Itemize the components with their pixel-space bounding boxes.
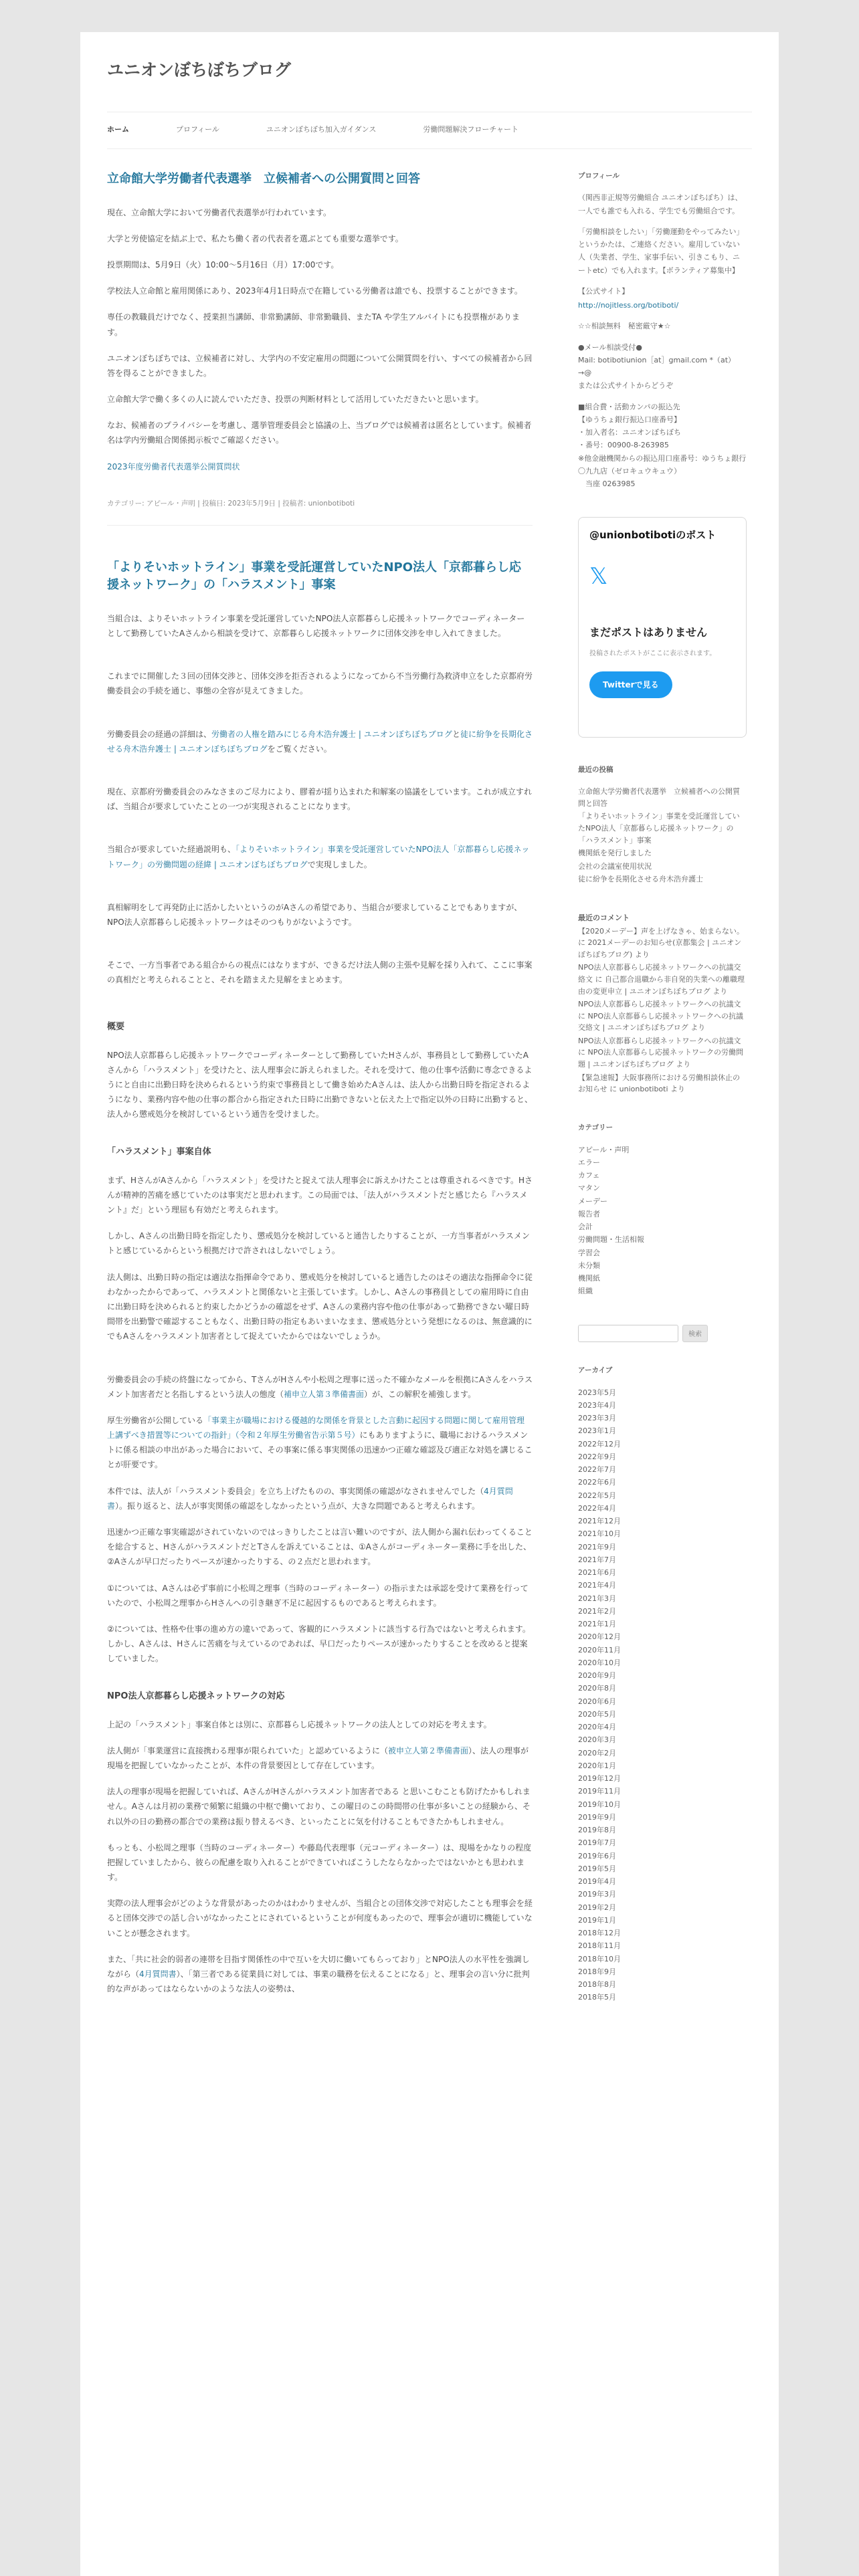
main-content bbox=[107, 171, 533, 2031]
paragraph: 真相解明をして再発防止に活かしたいというのがAさんの希望であり、当組合が要求していることでもありますが、NPO法人京都暮らし応援ネットワークはそのつもりがないようです。 bbox=[107, 902, 522, 927]
post-title[interactable]: 「よりそいホットライン」事業を受託運営していたNPO法人「京都暮らし応援ネットワーク」の「ハラスメント」事案 bbox=[107, 560, 522, 592]
comment-item: NPO法人京都暮らし応援ネットワークへの抗議文 に NPO法人京都暮らし応援ネットワークへの抗議交絡文 | ユニオンぼちぼちブログ より bbox=[578, 1000, 744, 1033]
paragraph: なお、候補者のプライバシーを考慮し、選挙管理委員会と協議の上、当ブログでは候補者は匿名としています。候補者名は学内労働組合関係掲示板でご確認ください。 bbox=[107, 421, 532, 445]
archive-link[interactable]: 2020年9月 bbox=[578, 1671, 616, 1681]
comment-item: 【2020メーデー】声を上げなきゃ、始まらない。 に 2021メーデーのお知らせ(京都集会 | ユニオンぼちぼちブログ) より bbox=[578, 926, 744, 959]
archive-link[interactable]: 2018年9月 bbox=[578, 1967, 616, 1976]
archive-link[interactable]: 2019年4月 bbox=[578, 1877, 616, 1887]
archive-link[interactable]: 2019年12月 bbox=[578, 1774, 621, 1784]
archive-link[interactable]: 2018年11月 bbox=[578, 1941, 621, 1951]
section-heading: NPO法人京都暮らし応援ネットワークの対応 bbox=[107, 1691, 285, 1701]
archive-link[interactable]: 2019年11月 bbox=[578, 1787, 621, 1796]
archive-link[interactable]: 2019年2月 bbox=[578, 1903, 616, 1912]
paragraph: ①については、Aさんは必ず事前に小松周之理事（当時のコーディネーター）の指示または承認を受けて業務を行っていたので、小松周之理事からHさんへの引き継ぎ不足に起因するものであると考えられます。 bbox=[107, 1583, 529, 1608]
recent-posts-widget bbox=[578, 764, 747, 885]
sidebar bbox=[578, 171, 747, 2031]
category-link[interactable]: 報告者 bbox=[578, 1209, 600, 1218]
search-input[interactable] bbox=[578, 1325, 678, 1342]
widget-title: カテゴリー bbox=[578, 1123, 613, 1132]
archive-link[interactable]: 2020年2月 bbox=[578, 1748, 616, 1757]
comment-post-link[interactable]: NPO法人京都暮らし応援ネットワークへの抗議文 bbox=[578, 1000, 741, 1009]
profile-text: 「労働相談をしたい」「労働運動をやってみたい」というかたは、ご連絡ください。雇用していない人（失業者、学生、家事手伝い、引きこもり、ニートetc）でも入れます。【ボランティア募集中】 bbox=[578, 227, 744, 275]
archive-link[interactable]: 2021年7月 bbox=[578, 1555, 616, 1564]
paragraph: 専任の教職員だけでなく、授業担当講師、非常勤講師、非常勤職員、またTA や学生アルバイトにも投票権があります。 bbox=[107, 312, 520, 337]
post-meta bbox=[107, 498, 533, 526]
profile-text: ☆☆相談無料 秘密厳守★☆ bbox=[578, 322, 671, 331]
archive-link[interactable]: 2021年10月 bbox=[578, 1529, 621, 1539]
paragraph: 法人側が「事業運営に直接携わる理事が限られていた」と認めているように（被申立人第２準備書面）、法人の理事が現場を把握していなかったことが、本件の背景要因として存在しています。 bbox=[107, 1745, 529, 1770]
paragraph: 現在、京都府労働委員会のみなさまのご尽力により、膠着が揺り込まれた和解案の協議をしています。これが成立すれば、当組合が要求していたことの一つが実現されることになります。 bbox=[107, 787, 533, 812]
category-link[interactable]: 学習会 bbox=[578, 1248, 600, 1257]
archive-link[interactable]: 2019年1月 bbox=[578, 1915, 616, 1925]
profile-text: （関西非正規等労働組合 ユニオンぼちぼち）は、一人でも誰でも入れる、学生でも労働組合です。 bbox=[578, 193, 743, 215]
archive-link[interactable]: 2019年10月 bbox=[578, 1800, 621, 1809]
profile-widget bbox=[578, 171, 747, 491]
category-link[interactable]: アピール・声明 bbox=[578, 1145, 630, 1154]
comment-post-link[interactable]: NPO法人京都暮らし応援ネットワークへの抗議文 bbox=[578, 1036, 741, 1045]
paragraph: NPO法人京都暮らし応援ネットワークでコーディネーターとして勤務していたHさんが、事務員として勤務していたAさんから「ハラスメント」を受けたと、法人理事会に訴えられました。それを受けて、他の仕事や活動に専念できるようにと自由に出勤日時を決められるという約束で事務員として働き始めたAさんは、法人から出勤日時を指定されるようになり、業務内容や他の仕事の都合から指定された日時に出勤できないと伝えた上で指定以外の日時に出勤すると、法人から懲戒処分を検討しているという通告を受けました。 bbox=[107, 1050, 533, 1119]
page bbox=[80, 32, 779, 2576]
paragraph: そこで、一方当事者である組合からの視点にはなりますが、できるだけ法人側の主張や見解を採り入れて、ここに事案の真相だと考えられることと、それを踏まえた見解をまとめます。 bbox=[107, 960, 533, 985]
category-link[interactable]: 労働問題・生活相報 bbox=[578, 1235, 644, 1245]
archive-link[interactable]: 2019年5月 bbox=[578, 1864, 616, 1873]
nav-flowchart[interactable]: 労働問題解決フローチャート bbox=[423, 125, 519, 134]
view-on-twitter-button[interactable]: Twitterで見る bbox=[589, 671, 672, 698]
archive-link[interactable]: 2023年5月 bbox=[578, 1388, 616, 1397]
comment-post-link[interactable]: 【緊急速報】大阪事務所における労働相談休止のお知らせ bbox=[578, 1073, 740, 1094]
paragraph: 当組合が要求していた経過説明も、「よりそいホットライン」事業を受託運営していたNPO法人「京都暮らし応援ネットワーク」の労働問題の経緯 | ユニオンぼちぼちブログで実現しました。 bbox=[107, 845, 530, 869]
profile-text: 【公式サイト】 bbox=[578, 286, 630, 296]
site-title[interactable]: ユニオンぼちぼちブログ bbox=[107, 60, 292, 80]
paragraph: 現在、立命館大学において労働者代表選挙が行われています。 bbox=[107, 207, 332, 217]
archive-link[interactable]: 2022年7月 bbox=[578, 1465, 616, 1475]
twitter-embed bbox=[578, 517, 747, 738]
recent-post-link[interactable]: 立命館大学労働者代表選挙 立候補者への公開質問と回答 bbox=[578, 787, 740, 808]
widget-title: プロフィール bbox=[578, 171, 619, 180]
history-link[interactable]: 「よりそいホットライン」事業を受託運営していたNPO法人「京都暮らし応援ネットワーク」の労働問題の経緯 | ユニオンぼちぼちブログ bbox=[107, 845, 530, 869]
site-header bbox=[107, 32, 752, 149]
paragraph: 実際の法人理事会がどのような背景があったのかはわかりませんが、当組合との団体交渉で対応したことも理事会を経ると団体交渉での話し合いがなかったことにされているということが何度もあったので、理事会が適切に機能していないことが懸念されます。 bbox=[107, 1899, 533, 1938]
archive-link[interactable]: 2020年8月 bbox=[578, 1684, 616, 1693]
archive-link[interactable]: 2020年6月 bbox=[578, 1697, 616, 1706]
nav-guidance[interactable]: ユニオンぼちぼち加入ガイダンス bbox=[266, 125, 377, 134]
paragraph: 当組合は、よりそいホットライン事業を受託運営していたNPO法人京都暮らし応援ネットワークでコーディネーターとして勤務していたAさんから相談を受けて、京都暮らし応援ネットワークに団体交渉を申し入れてきました。 bbox=[107, 613, 525, 639]
comment-post-link[interactable]: 【2020メーデー】声を上げなきゃ、始まらない。 bbox=[578, 926, 744, 936]
archive-link[interactable]: 2020年4月 bbox=[578, 1723, 616, 1732]
nav-profile[interactable]: プロフィール bbox=[176, 125, 219, 134]
paragraph: 法人の理事が現場を把握していれば、AさんがHさんがハラスメント加害者である と思いこむことも防げたかもしれません。Aさんは月初の業務で頻繁に組織の中枢で働いており、この曜日のこの時間帯の仕事が多いことの経験から、それ以外の日の勤務の都合での業務は振り替えるべき、といったことに気を付けることもできたかもしれません。 bbox=[107, 1787, 531, 1826]
comment-item: NPO法人京都暮らし応援ネットワークへの抗議文 に NPO法人京都暮らし応援ネットワークの労働問題 | ユニオンぼちぼちブログ より bbox=[578, 1036, 744, 1069]
twitter-empty-heading: まだポストはありません bbox=[589, 625, 708, 639]
archive-link[interactable]: 2018年12月 bbox=[578, 1929, 621, 1938]
funaki-link-2[interactable]: 徒に紛争を長期化させる舟木浩弁護士 | ユニオンぼちぼちブログ bbox=[107, 729, 533, 754]
nav-home[interactable]: ホーム bbox=[107, 125, 129, 134]
archive-link[interactable]: 2021年9月 bbox=[578, 1542, 616, 1551]
category-label: カテゴリー: bbox=[107, 499, 145, 508]
profile-text: ■組合費・活動カンパの振込先 【ゆうちょ銀行振込口座番号】 ・加入者名：ユニオンぼちぼち ・番号：00900-8-263985 ※他金融機関からの振込用口座番号：ゆうちょ銀行 〇九九店（ゼロキュウキュウ） 当座 0263985 bbox=[578, 402, 747, 489]
archive-link[interactable]: 2019年6月 bbox=[578, 1851, 616, 1860]
post-harassment bbox=[107, 559, 533, 1997]
section-heading: 概要 bbox=[107, 1021, 125, 1032]
archive-link[interactable]: 2023年1月 bbox=[578, 1426, 616, 1436]
paragraph: 本件では、法人が「ハラスメント委員会」を立ち上げたものの、事実関係の確認がなされませんでした（4月質問書）。振り返ると、法人が事実関係の確認をしなかったという点が、大きな問題であると考えられます。 bbox=[107, 1486, 513, 1511]
paragraph: 立命館大学で働く多くの人に読んでいただき、投票の判断材料として活用していただきたいと思います。 bbox=[107, 395, 484, 405]
paragraph: 厚生労働省が公開している「事業主が職場における優越的な関係を背景とした言動に起因する問題に関して雇用管理上講ずべき措置等についての指針」（令和２年厚生労働省告示第５号）にもありますように、職場におけるハラスメントに係る相談の申出があった場合において、その事案に係る事実関係の迅速かつ正確な確認及び適正な対処を講じることが肝要です。 bbox=[107, 1415, 533, 1470]
archive-link[interactable]: 2020年11月 bbox=[578, 1645, 621, 1654]
funaki-link-1[interactable]: 労働者の人権を踏みにじる舟木浩弁護士 | ユニオンぼちぼちブログ bbox=[211, 729, 452, 739]
paragraph: ユニオンぼちぼちでは、立候補者に対し、大学内の不安定雇用の問題について公開質問を行い、すべての候補者から回答を得ることができました。 bbox=[107, 353, 533, 378]
april-question-link-2[interactable]: 4月質問書 bbox=[139, 1969, 177, 1979]
paragraph: まず、HさんがAさんから「ハラスメント」を受けたと捉えて法人理事会に訴えかけたことは尊重されるべきです。Hさんが精神的苦痛を感じていたのは事実だと思われます。この局面では、「法人がハラスメントだと感じたら『ハラスメント』だ」という理屈も有効だと考えられます。 bbox=[107, 1175, 533, 1214]
archive-link[interactable]: 2018年5月 bbox=[578, 1993, 616, 2002]
category-link[interactable]: メーデー bbox=[578, 1196, 607, 1206]
paragraph: 労働委員会の手続の終盤になってから、TさんがHさんや小松周之理事に送った不確かなメールを根拠にAさんをハラスメント加害者だと名指しするという法人の態度（補申立人第３準備書面）が、この解釈を補強します。 bbox=[107, 1374, 533, 1399]
archive-link[interactable]: 2018年8月 bbox=[578, 1980, 616, 1990]
comment-item: NPO法人京都暮らし応援ネットワークへの抗議交絡文 に 自己都合退職から非自発的失業への離職理由の変更申立 | ユニオンぼちぼちブログ より bbox=[578, 963, 745, 996]
brief3-link[interactable]: 補申立人第３準備書面 bbox=[284, 1389, 365, 1399]
twitter-handle[interactable]: @unionbotibotiのポスト bbox=[589, 529, 717, 542]
paragraph: 投票期間は、5月9日（火）10:00〜5月16日（月）17:00です。 bbox=[107, 259, 339, 270]
archive-link[interactable]: 2019年8月 bbox=[578, 1826, 616, 1835]
archive-link[interactable]: 2022年4月 bbox=[578, 1503, 616, 1513]
category-link[interactable]: 未分類 bbox=[578, 1261, 600, 1270]
archive-link[interactable]: 2022年12月 bbox=[578, 1439, 621, 1448]
author-label: | 投稿者: bbox=[278, 499, 306, 508]
archive-link[interactable]: 2021年1月 bbox=[578, 1620, 616, 1629]
paragraph: これまでに開催した３回の団体交渉と、団体交渉を拒否されるようになってから不当労働行為救済申立をした京都府労働委員会の手続を通じ、事態の全容が見えてきました。 bbox=[107, 671, 533, 696]
official-site-link[interactable]: http://nojitless.org/botiboti/ bbox=[578, 301, 679, 310]
category-link[interactable]: マタン bbox=[578, 1184, 600, 1193]
archive-link[interactable]: 2020年5月 bbox=[578, 1709, 616, 1719]
paragraph: 学校法人立命館と雇用関係にあり、2023年4月1日時点で在籍している労働者は誰でも、投票することができます。 bbox=[107, 286, 522, 296]
category-link[interactable]: アピール・声明 bbox=[146, 499, 195, 508]
archive-link[interactable]: 2019年7月 bbox=[578, 1838, 616, 1848]
archive-link[interactable]: 2020年12月 bbox=[578, 1632, 621, 1642]
archive-link[interactable]: 2020年1月 bbox=[578, 1761, 616, 1770]
categories-widget bbox=[578, 1122, 747, 1298]
archive-link[interactable]: 2022年6月 bbox=[578, 1478, 616, 1487]
recent-post-link[interactable]: 会社の会議室使用状況 bbox=[578, 861, 652, 871]
archive-link[interactable]: 2022年5月 bbox=[578, 1491, 616, 1500]
category-link[interactable]: 機関紙 bbox=[578, 1274, 600, 1283]
question-doc-link[interactable]: 2023年度労働者代表選挙公開質問状 bbox=[107, 461, 240, 471]
archive-link[interactable]: 2020年3月 bbox=[578, 1735, 616, 1745]
search-button[interactable]: 検索 bbox=[682, 1325, 708, 1342]
archive-link[interactable]: 2021年6月 bbox=[578, 1568, 616, 1578]
paragraph: しかし、Aさんの出勤日時を指定したり、懲戒処分を検討していると通告したりすることが、一方当事者がハラスメントと感じているからという根拠だけで許されはしないでしょう。 bbox=[107, 1231, 530, 1256]
paragraph: 労働委員会の経過の詳細は、労働者の人権を踏みにじる舟木浩弁護士 | ユニオンぼちぼちブログと徒に紛争を長期化させる舟木浩弁護士 | ユニオンぼちぼちブログをご覧ください。 bbox=[107, 729, 533, 754]
x-logo-icon: 𝕏 bbox=[589, 562, 608, 590]
archive-link[interactable]: 2021年3月 bbox=[578, 1594, 616, 1603]
search-form bbox=[578, 1325, 747, 1342]
paragraph: 大学と労使協定を結ぶ上で、私たち働く者の代表者を選ぶとても重要な選挙です。 bbox=[107, 233, 403, 243]
widget-title: 最近のコメント bbox=[578, 913, 630, 922]
archive-link[interactable]: 2020年10月 bbox=[578, 1658, 621, 1667]
category-link[interactable]: カフェ bbox=[578, 1171, 600, 1180]
recent-post-link[interactable]: 機関紙を発行しました bbox=[578, 849, 652, 858]
paragraph: 法人側は、出勤日時の指定は適法な指揮命令であり、懲戒処分を検討していると通告したのはその適法な指揮命令に従わなかったからであって、ハラスメントと関係ないと主張しています。しかし、Aさんの事務員としての雇用時に自由に出勤日時を決められると約束したかどうかの確認をせず、Aさんの業務内容や他の仕事があって勤務できない曜日時間帯を出勤警で確認することもなく、出勤日時の指定もあいまいなまま、懲戒処分という発想になるのは、無意識的にでもAさんをハラスメント加害者として捉えていたからではないでしょうか。 bbox=[107, 1272, 533, 1341]
guideline-link[interactable]: 「事業主が職場における優越的な関係を背景とした言動に起因する問題に関して雇用管理上講ずべき措置等についての指針」（令和２年厚生労働省告示第５号） bbox=[107, 1415, 525, 1440]
archive-link[interactable]: 2019年9月 bbox=[578, 1812, 616, 1822]
post-title[interactable]: 立命館大学労働者代表選挙 立候補者への公開質問と回答 bbox=[107, 171, 420, 186]
archive-link[interactable]: 2022年9月 bbox=[578, 1452, 616, 1461]
twitter-empty-sub: 投稿されたポストがここに表示されます。 bbox=[589, 649, 717, 657]
paragraph: また、「共に社会的弱者の連帯を目指す関係性の中で互いを大切に働いてもらっており」とNPO法人の水平性を強調しながら（4月質問書）、「第三者である従業員に対しては、事業の職務を伝えることになる」と、理事会の言い分に批判的な声があってはならないかのような法人の姿勢は、 bbox=[107, 1954, 530, 1994]
brief2-link[interactable]: 被申立人第２準備書面 bbox=[388, 1745, 469, 1755]
april-question-link[interactable]: 4月質問書 bbox=[107, 1486, 513, 1511]
widget-title: 最近の投稿 bbox=[578, 766, 613, 774]
archive-link[interactable]: 2018年10月 bbox=[578, 1954, 621, 1963]
date-label: | 投稿日: bbox=[197, 499, 226, 508]
recent-comments-widget bbox=[578, 912, 747, 1095]
archive-link[interactable]: 2023年3月 bbox=[578, 1414, 616, 1423]
archive-link[interactable]: 2021年12月 bbox=[578, 1517, 621, 1526]
comment-post-link[interactable]: NPO法人京都暮らし応援ネットワークへの抗議交絡文 bbox=[578, 963, 741, 984]
archive-link[interactable]: 2021年4月 bbox=[578, 1581, 616, 1590]
paragraph: 迅速かつ正確な事実確認がされていないのではっきりしたことは言い難いのですが、法人側から漏れ伝わってくることを総合すると、HさんがハラスメントだとTさんを訴えていることは、①Aさんがコーディネーター業務に手を出した、②Aさんが早口だったりペースが速かったりする、の２点だと思われます。 bbox=[107, 1527, 533, 1567]
category-link[interactable]: 組織 bbox=[578, 1287, 593, 1296]
date-link[interactable]: 2023年5月9日 bbox=[227, 499, 276, 508]
recent-post-link[interactable]: 徒に紛争を長期化させる舟木浩弁護士 bbox=[578, 875, 703, 884]
paragraph: ②については、性格や仕事の進め方の違いであって、客観的にハラスメントに該当する行為ではないと考えられます。しかし、Aさんは、Hさんに苦痛を与えているのであれば、早口だったりペースが速かったりすることを改めると提案していました。 bbox=[107, 1624, 531, 1664]
recent-post-link[interactable]: 「よりそいホットライン」事業を受託運営していたNPO法人「京都暮らし応援ネットワーク」の「ハラスメント」事案 bbox=[578, 812, 740, 845]
comment-item: 【緊急速報】大阪事務所における労働相談休止のお知らせ に unionbotiboti より bbox=[578, 1073, 740, 1094]
archive-widget bbox=[578, 1365, 747, 2004]
archive-link[interactable]: 2021年2月 bbox=[578, 1606, 616, 1616]
paragraph: もっとも、小松周之理事（当時のコーディネーター）や藤島代表理事（元コーディネーター）は、現場をかなりの程度把握していましたから、彼らの配慮を取り入れることができていればこうしたならなかったではないかとも思われます。 bbox=[107, 1842, 532, 1883]
category-link[interactable]: 会計 bbox=[578, 1222, 593, 1232]
paragraph: 上記の「ハラスメント」事案自体とは別に、京都暮らし応援ネットワークの法人としての対応を考えます。 bbox=[107, 1719, 492, 1729]
category-link[interactable]: エラー bbox=[578, 1158, 600, 1167]
widget-title: アーカイブ bbox=[578, 1366, 613, 1374]
archive-link[interactable]: 2019年3月 bbox=[578, 1890, 616, 1899]
profile-text: ●メール相談受付● Mail: botibotiunion［at］gmail.com *（at）→@ または公式サイトからどうぞ bbox=[578, 342, 736, 391]
post-election bbox=[107, 171, 533, 474]
archive-link[interactable]: 2023年4月 bbox=[578, 1400, 616, 1410]
main-navigation bbox=[107, 112, 752, 149]
author-link[interactable]: unionbotiboti bbox=[308, 499, 355, 508]
section-heading: 「ハラスメント」事案自体 bbox=[107, 1146, 211, 1157]
